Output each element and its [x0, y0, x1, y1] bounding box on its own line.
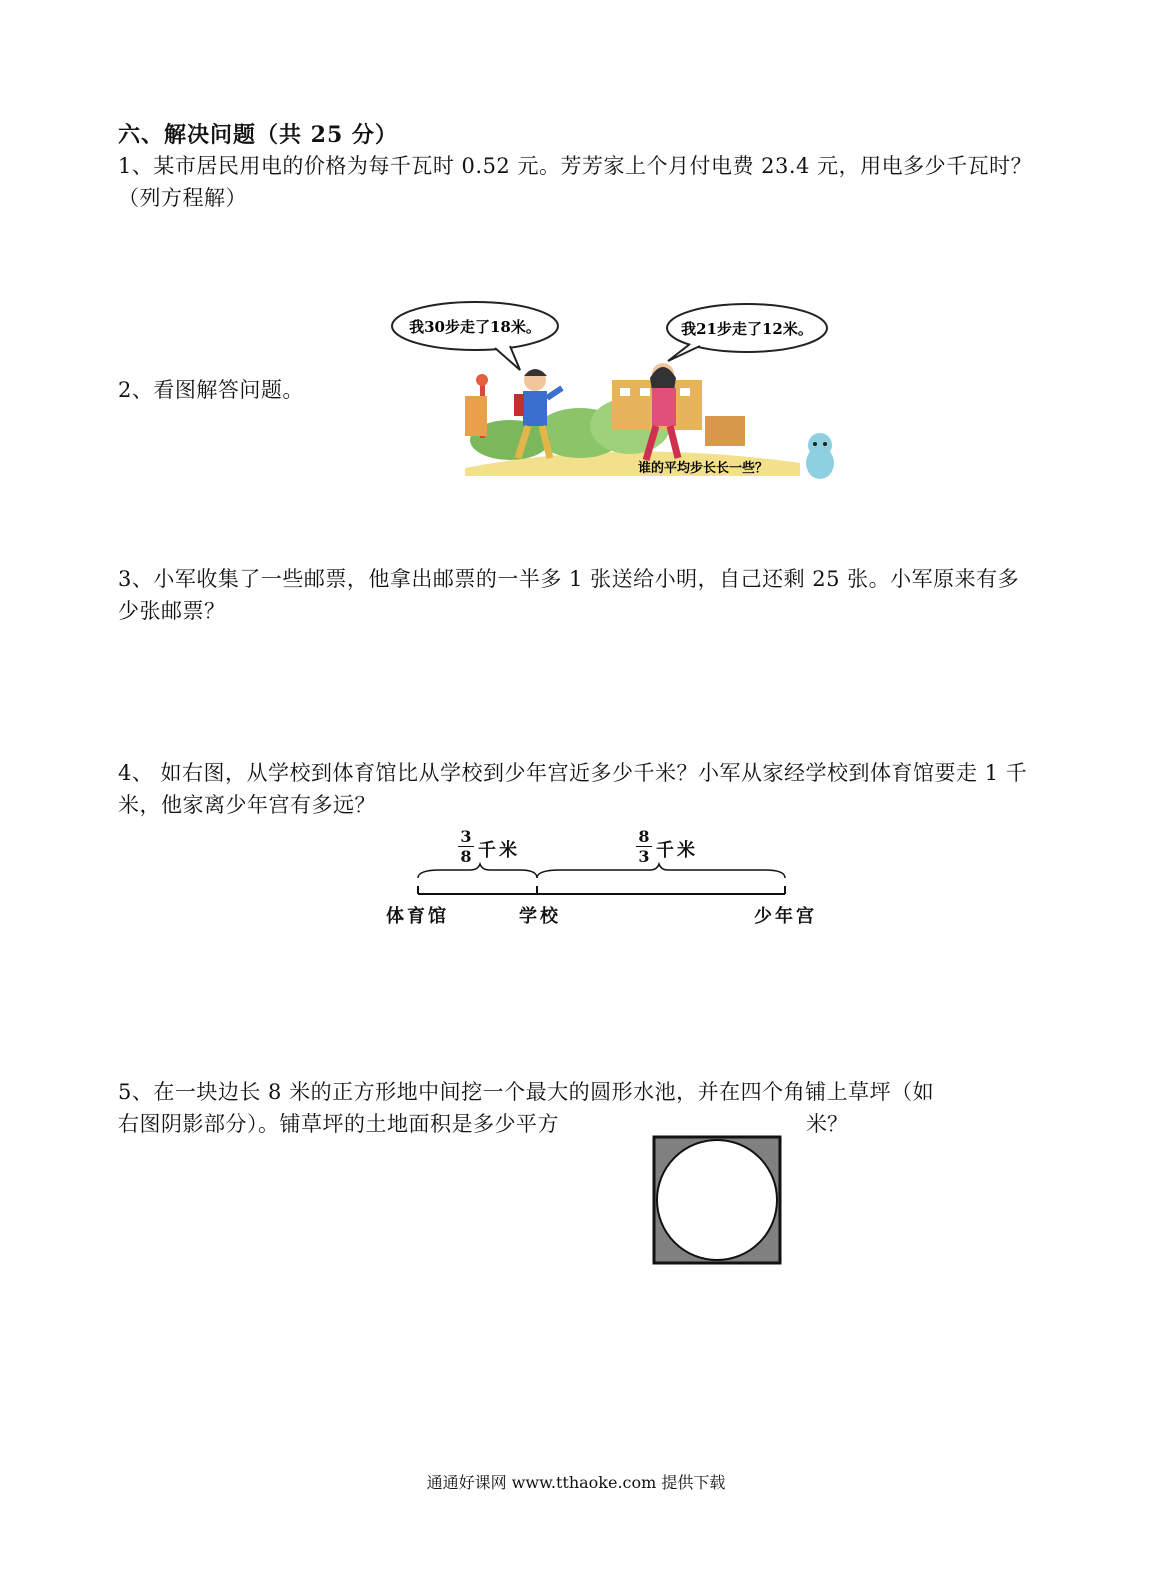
distance-diagram: [380, 820, 840, 935]
brace-left: [418, 864, 537, 878]
step-length-illustration: [390, 298, 850, 498]
question-4: 4、 如右图，从学校到体育馆比从学校到少年宫近多少千米？小军从家经学校到体育馆要走 1 千米，他家离少年宫有多远？: [118, 761, 1028, 817]
question-5-line-2: 右图阴影部分）。铺草坪的土地面积是多少平方: [118, 1112, 559, 1136]
cat-figure: [806, 433, 834, 479]
speech-bubble-girl: [667, 304, 827, 361]
unit-label-1: 千米: [478, 840, 520, 861]
question-5-line-2-end: 米？: [806, 1112, 848, 1136]
question-2: 2、看图解答问题。: [118, 378, 304, 402]
illustration-caption: 谁的平均步长长一些？: [637, 461, 769, 476]
square-pond-figure: [652, 1135, 782, 1265]
footer-text: 通通好课网 www.tthaoke.com 提供下载: [426, 1473, 726, 1492]
bubble-boy-text: 我30步走了18米。: [409, 318, 541, 336]
question-3: 3、小军收集了一些邮票，他拿出邮票的一半多 1 张送给小明，自己还剩 25 张。小军原来有多少张邮票？: [118, 567, 1020, 623]
unit-label-2: 千米: [656, 840, 698, 861]
speech-bubble-boy: [392, 302, 558, 370]
brace-right: [537, 864, 785, 878]
label-palace: 少年宫: [754, 906, 817, 927]
label-school: 学校: [519, 906, 561, 927]
fraction-school-gym: 3 8: [458, 828, 474, 865]
pond-circle: [657, 1140, 777, 1260]
section-title: 六、解决问题（共 25 分）: [118, 122, 398, 148]
bubble-girl-text: 我21步走了12米。: [681, 320, 813, 338]
number-line: [380, 860, 840, 900]
question-5-line-1: 5、在一块边长 8 米的正方形地中间挖一个最大的圆形水池，并在四个角铺上草坪（如: [118, 1080, 935, 1104]
fraction-school-palace: 8 3: [636, 828, 652, 865]
question-1: 1、某市居民用电的价格为每千瓦时 0.52 元。芳芳家上个月付电费 23.4 元，用电多少千瓦时？（列方程解）: [118, 154, 1033, 210]
label-gym: 体育馆: [386, 906, 449, 927]
